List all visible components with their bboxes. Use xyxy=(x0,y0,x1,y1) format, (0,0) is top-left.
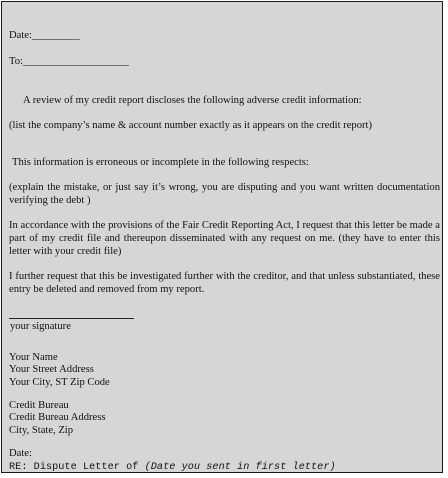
re-prefix: RE: Dispute Letter of xyxy=(9,462,145,473)
sender-street: Your Street Address xyxy=(9,364,94,375)
sender-city: Your City, ST Zip Code xyxy=(9,377,110,388)
bureau-city: City, State, Zip xyxy=(9,425,74,436)
investigate-paragraph: I further request that this be investigated further with the creditor, and that unless substantiated, these entry be deleted and removed from my report. xyxy=(9,271,440,295)
explain-instruction: (explain the mistake, or just say it’s wrong, you are disputing and you want written documentation verifying the debt ) xyxy=(9,182,440,206)
re-line xyxy=(9,461,336,473)
intro-text: A review of my credit report discloses the following adverse credit information: xyxy=(23,95,362,106)
signature-label: your signature xyxy=(10,321,71,332)
signature-line xyxy=(9,318,134,319)
list-instruction: (list the company’s name & account number exactly as it appears on the credit report) xyxy=(9,120,373,131)
letter-page xyxy=(1,1,443,473)
fcra-paragraph: In accordance with the provisions of the Fair Credit Reporting Act, I request that this letter be made a part of my credit file and thereupon disseminated with any request on me. (they have to enter this letter with your credit file) xyxy=(9,220,440,257)
closing-date-label: Date: xyxy=(9,448,32,459)
bureau-address: Credit Bureau Address xyxy=(9,412,106,423)
sender-name: Your Name xyxy=(9,352,58,363)
re-hint: (Date you sent in first letter) xyxy=(144,462,336,473)
erroneous-text: This information is erroneous or incomplete in the following respects: xyxy=(12,157,309,168)
bureau-name: Credit Bureau xyxy=(9,400,69,411)
date-line: Date:_________ xyxy=(9,30,80,41)
to-line: To:____________________ xyxy=(9,56,129,67)
